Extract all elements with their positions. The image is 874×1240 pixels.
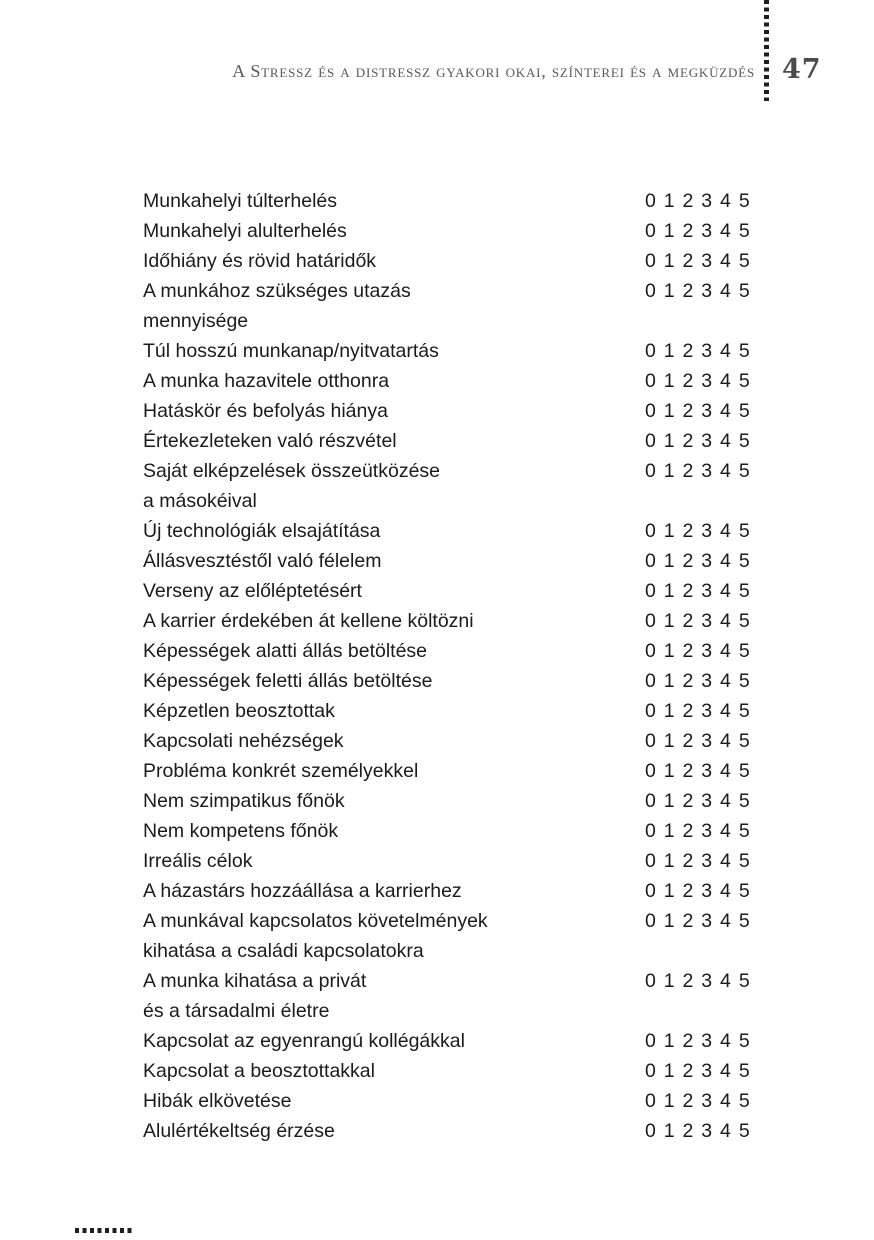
stressor-label: A munka hazavitele otthonra <box>143 370 390 392</box>
stressor-row <box>143 336 755 366</box>
top-dotted-rule <box>764 0 769 101</box>
stressor-row <box>143 666 755 696</box>
stressor-label: Munkahelyi túlterhelés <box>143 190 338 212</box>
stressor-row <box>143 216 755 246</box>
stressor-row <box>143 246 755 276</box>
rating-scale: 0 1 2 3 4 5 <box>645 340 751 362</box>
stressor-label: Túl hosszú munkanap/nyitvatartás <box>143 340 439 362</box>
stressor-row <box>143 186 755 216</box>
stressor-row <box>143 456 755 486</box>
stressor-label: Kapcsolat a beosztottakkal <box>143 1060 375 1082</box>
stressor-label: Hibák elkövetése <box>143 1090 292 1112</box>
stressor-row <box>143 516 755 546</box>
rating-scale: 0 1 2 3 4 5 <box>645 670 751 692</box>
page-number: 47 <box>782 54 822 85</box>
stressor-row-continuation <box>143 306 755 336</box>
stressor-row <box>143 276 755 306</box>
stressor-row <box>143 786 755 816</box>
stressor-label: Képességek alatti állás betöltése <box>143 640 428 662</box>
stressor-row <box>143 1086 755 1116</box>
rating-scale: 0 1 2 3 4 5 <box>645 220 751 242</box>
stressor-label: a másokéival <box>143 490 257 512</box>
stressor-label: A munka kihatása a privát <box>143 970 367 992</box>
stressor-label: Új technológiák elsajátítása <box>143 520 381 542</box>
stressor-label: A karrier érdekében át kellene költözni <box>143 610 474 632</box>
stressor-row <box>143 426 755 456</box>
stressor-label: Képességek feletti állás betöltése <box>143 670 433 692</box>
rating-scale: 0 1 2 3 4 5 <box>645 880 751 902</box>
stressor-label: Képzetlen beosztottak <box>143 700 335 722</box>
stressor-row <box>143 756 755 786</box>
stressor-label: A munkához szükséges utazás <box>143 280 411 302</box>
rating-scale: 0 1 2 3 4 5 <box>645 730 751 752</box>
rating-scale: 0 1 2 3 4 5 <box>645 700 751 722</box>
stressor-label: Nem kompetens főnök <box>143 820 339 842</box>
stressor-row <box>143 1026 755 1056</box>
stressor-label: Irreális célok <box>143 850 253 872</box>
rating-scale: 0 1 2 3 4 5 <box>645 1120 751 1142</box>
rating-scale: 0 1 2 3 4 5 <box>645 640 751 662</box>
stressor-row <box>143 696 755 726</box>
stressor-row-continuation <box>143 996 755 1026</box>
stressor-row <box>143 1116 755 1146</box>
stressor-label: és a társadalmi életre <box>143 1000 330 1022</box>
stressor-row-continuation <box>143 936 755 966</box>
rating-scale: 0 1 2 3 4 5 <box>645 910 751 932</box>
stressor-row <box>143 726 755 756</box>
stressor-row <box>143 366 755 396</box>
stressor-row <box>143 906 755 936</box>
stressor-label: Értekezleteken való részvétel <box>143 430 397 452</box>
stressor-label: Saját elképzelések összeütközése <box>143 460 441 482</box>
bottom-dotted-rule <box>75 1228 132 1233</box>
stressor-row <box>143 546 755 576</box>
stressor-row <box>143 966 755 996</box>
stressor-label: A munkával kapcsolatos követelmények <box>143 910 488 932</box>
rating-scale: 0 1 2 3 4 5 <box>645 820 751 842</box>
running-head-title: A Stressz és a distressz gyakori okai, színterei és a megküzdés <box>232 61 755 81</box>
stressor-label: Nem szimpatikus főnök <box>143 790 345 812</box>
stressor-row <box>143 1056 755 1086</box>
stressor-label: Kapcsolati nehézségek <box>143 730 344 752</box>
rating-scale: 0 1 2 3 4 5 <box>645 970 751 992</box>
stressor-label: Alulértékeltség érzése <box>143 1120 335 1142</box>
stressor-row <box>143 636 755 666</box>
stressor-row-continuation <box>143 486 755 516</box>
stressor-list <box>143 186 755 1146</box>
rating-scale: 0 1 2 3 4 5 <box>645 370 751 392</box>
stressor-label: Állásvesztéstől való félelem <box>143 550 382 572</box>
rating-scale: 0 1 2 3 4 5 <box>645 190 751 212</box>
rating-scale: 0 1 2 3 4 5 <box>645 790 751 812</box>
rating-scale: 0 1 2 3 4 5 <box>645 850 751 872</box>
rating-scale: 0 1 2 3 4 5 <box>645 580 751 602</box>
stressor-label: Probléma konkrét személyekkel <box>143 760 419 782</box>
rating-scale: 0 1 2 3 4 5 <box>645 280 751 302</box>
rating-scale: 0 1 2 3 4 5 <box>645 400 751 422</box>
stressor-row <box>143 396 755 426</box>
stressor-row <box>143 606 755 636</box>
stressor-row <box>143 576 755 606</box>
stressor-row <box>143 846 755 876</box>
stressor-row <box>143 876 755 906</box>
rating-scale: 0 1 2 3 4 5 <box>645 760 751 782</box>
stressor-label: Időhiány és rövid határidők <box>143 250 377 272</box>
rating-scale: 0 1 2 3 4 5 <box>645 1030 751 1052</box>
stressor-label: Munkahelyi alulterhelés <box>143 220 347 242</box>
rating-scale: 0 1 2 3 4 5 <box>645 430 751 452</box>
stressor-row <box>143 816 755 846</box>
stressor-label: mennyisége <box>143 310 249 332</box>
rating-scale: 0 1 2 3 4 5 <box>645 610 751 632</box>
rating-scale: 0 1 2 3 4 5 <box>645 460 751 482</box>
stressor-label: A házastárs hozzáállása a karrierhez <box>143 880 462 902</box>
stressor-label: Verseny az előléptetésért <box>143 580 362 602</box>
rating-scale: 0 1 2 3 4 5 <box>645 1060 751 1082</box>
rating-scale: 0 1 2 3 4 5 <box>645 250 751 272</box>
rating-scale: 0 1 2 3 4 5 <box>645 520 751 542</box>
stressor-label: Hatáskör és befolyás hiánya <box>143 400 388 422</box>
rating-scale: 0 1 2 3 4 5 <box>645 550 751 572</box>
rating-scale: 0 1 2 3 4 5 <box>645 1090 751 1112</box>
stressor-label: kihatása a családi kapcsolatokra <box>143 940 424 962</box>
stressor-label: Kapcsolat az egyenrangú kollégákkal <box>143 1030 465 1052</box>
